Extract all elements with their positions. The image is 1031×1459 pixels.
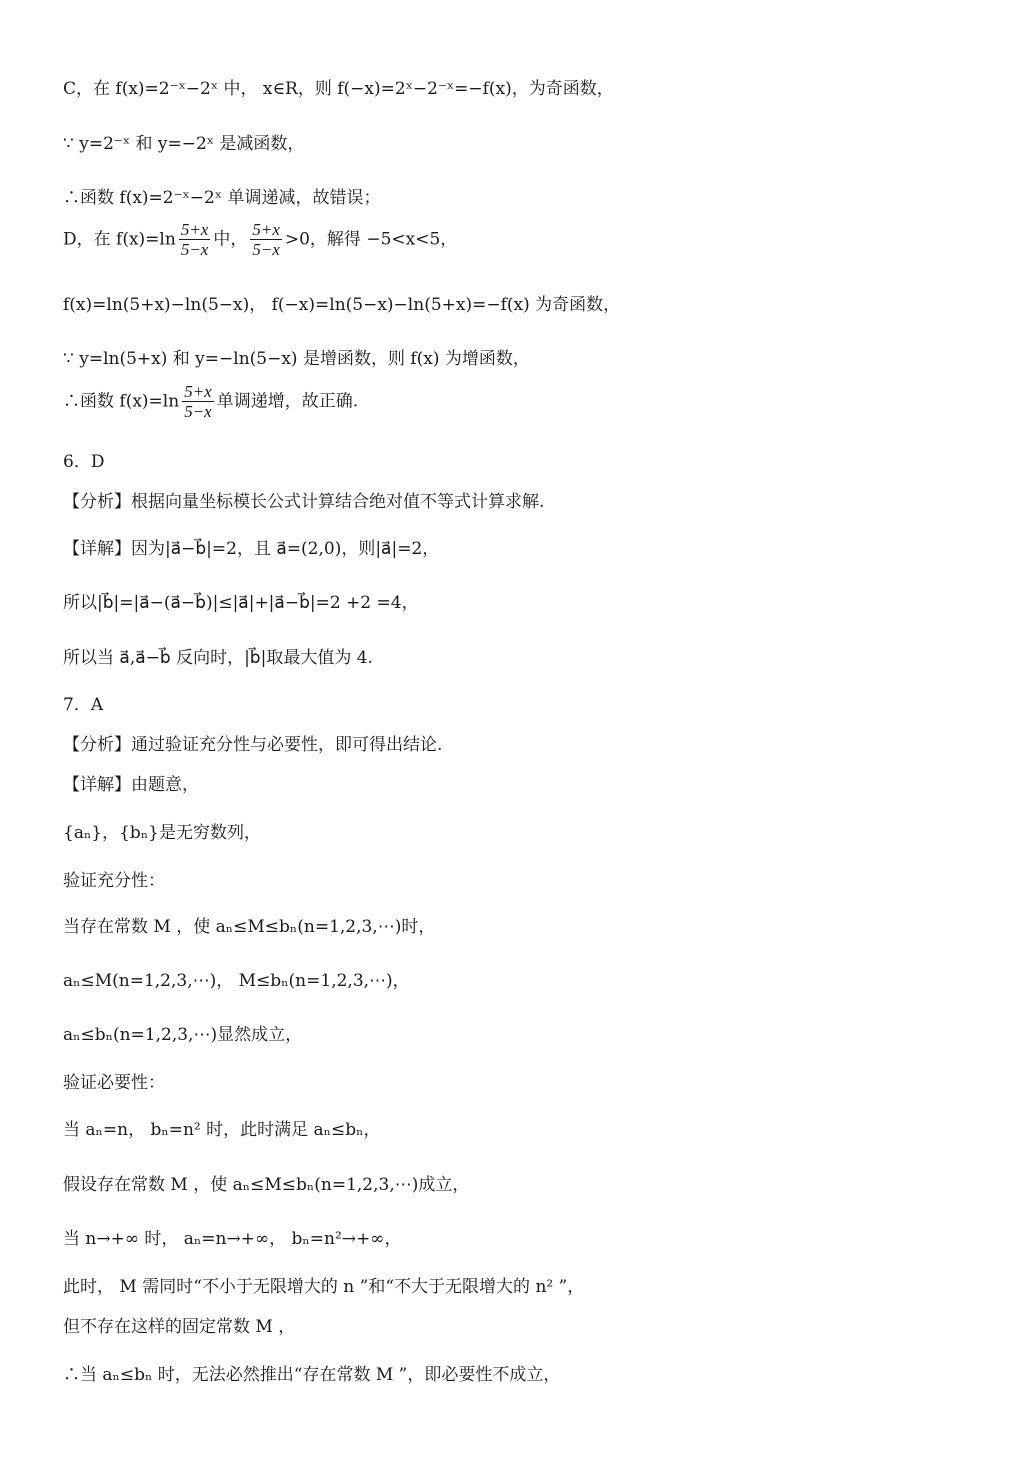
text-line-l18: 当存在常数 M ，使 aₙ≤M≤bₙ(n=1,2,3,⋯)时， [63, 917, 436, 937]
text-line-l05: f(x)=ln(5+x)−ln(5−x)， f(−x)=ln(5−x)−ln(5+x)=−f(x) 为奇函数， [63, 295, 621, 315]
text-line-l08: 6．D [63, 452, 105, 472]
text-line-l16: {aₙ}，{bₙ}是无穷数列， [63, 823, 261, 843]
text-line-l17: 验证充分性： [63, 871, 165, 891]
text-line-l27: ∴当 aₙ≤bₙ 时，无法必然推出“存在常数 M ”，即必要性不成立， [63, 1365, 561, 1385]
text-line-l12: 所以当 a⃗,a⃗−b⃗ 反向时，|b⃗|取最大值为 4. [63, 648, 373, 668]
text-line-l24: 当 n→+∞ 时， aₙ=n→+∞， bₙ=n²→+∞， [63, 1229, 402, 1249]
fraction [182, 382, 214, 421]
text-line-l04 [63, 213, 991, 265]
text-line-l19: aₙ≤M(n=1,2,3,⋯)， M≤bₙ(n=1,2,3,⋯)， [63, 971, 410, 991]
text-line-l14: 【分析】通过验证充分性与必要性，即可得出结论. [63, 735, 443, 755]
text-line-l22: 当 aₙ=n， bₙ=n² 时，此时满足 aₙ≤bₙ， [63, 1120, 381, 1140]
text-line-l23: 假设存在常数 M ，使 aₙ≤M≤bₙ(n=1,2,3,⋯)成立， [63, 1175, 470, 1195]
text-line-l07 [63, 375, 991, 427]
line-text: 中， [213, 229, 248, 250]
text-line-l20: aₙ≤bₙ(n=1,2,3,⋯)显然成立， [63, 1025, 303, 1045]
line-text: D，在 f(x)=ln [63, 229, 176, 250]
fraction-numerator: 5+x [180, 220, 209, 239]
fraction-numerator: 5+x [184, 382, 212, 401]
fraction-denominator: 5−x [184, 402, 212, 421]
text-line-l09: 【分析】根据向量坐标模长公式计算结合绝对值不等式计算求解. [63, 492, 545, 512]
text-line-l26: 但不存在这样的固定常数 M ， [63, 1317, 296, 1337]
text-line-l13: 7．A [63, 695, 104, 715]
fraction [250, 220, 282, 259]
text-line-l21: 验证必要性： [63, 1073, 165, 1093]
fraction-denominator: 5−x [180, 240, 209, 259]
fraction-numerator: 5+x [252, 220, 280, 239]
line-text: >0，解得 −5<x<5， [284, 229, 458, 250]
text-line-l10: 【详解】因为|a⃗−b⃗|=2，且 a⃗=(2,0)，则|a⃗|=2， [63, 539, 440, 559]
fraction-denominator: 5−x [252, 240, 280, 259]
line-text: 单调递增，故正确. [216, 391, 359, 412]
text-line-l06: ∵ y=ln(5+x) 和 y=−ln(5−x) 是增函数，则 f(x) 为增函数， [63, 349, 530, 369]
fraction [179, 220, 211, 259]
text-line-l15: 【详解】由题意， [63, 775, 199, 795]
text-line-l11: 所以|b⃗|=|a⃗−(a⃗−b⃗)|≤|a⃗|+|a⃗−b⃗|=2 +2 =4， [63, 593, 419, 613]
text-line-l02: ∵ y=2⁻ˣ 和 y=−2ˣ 是减函数， [63, 134, 305, 154]
text-line-l03: ∴函数 f(x)=2⁻ˣ−2ˣ 单调递减，故错误； [63, 188, 381, 208]
text-line-l01: C，在 f(x)=2⁻ˣ−2ˣ 中， x∈R，则 f(−x)=2ˣ−2⁻ˣ=−f(x)，为奇函数， [63, 79, 614, 99]
text-line-l25: 此时， M 需同时“不小于无限增大的 n ”和“不大于无限增大的 n² ”， [63, 1277, 585, 1297]
line-text: ∴函数 f(x)=ln [63, 391, 180, 412]
